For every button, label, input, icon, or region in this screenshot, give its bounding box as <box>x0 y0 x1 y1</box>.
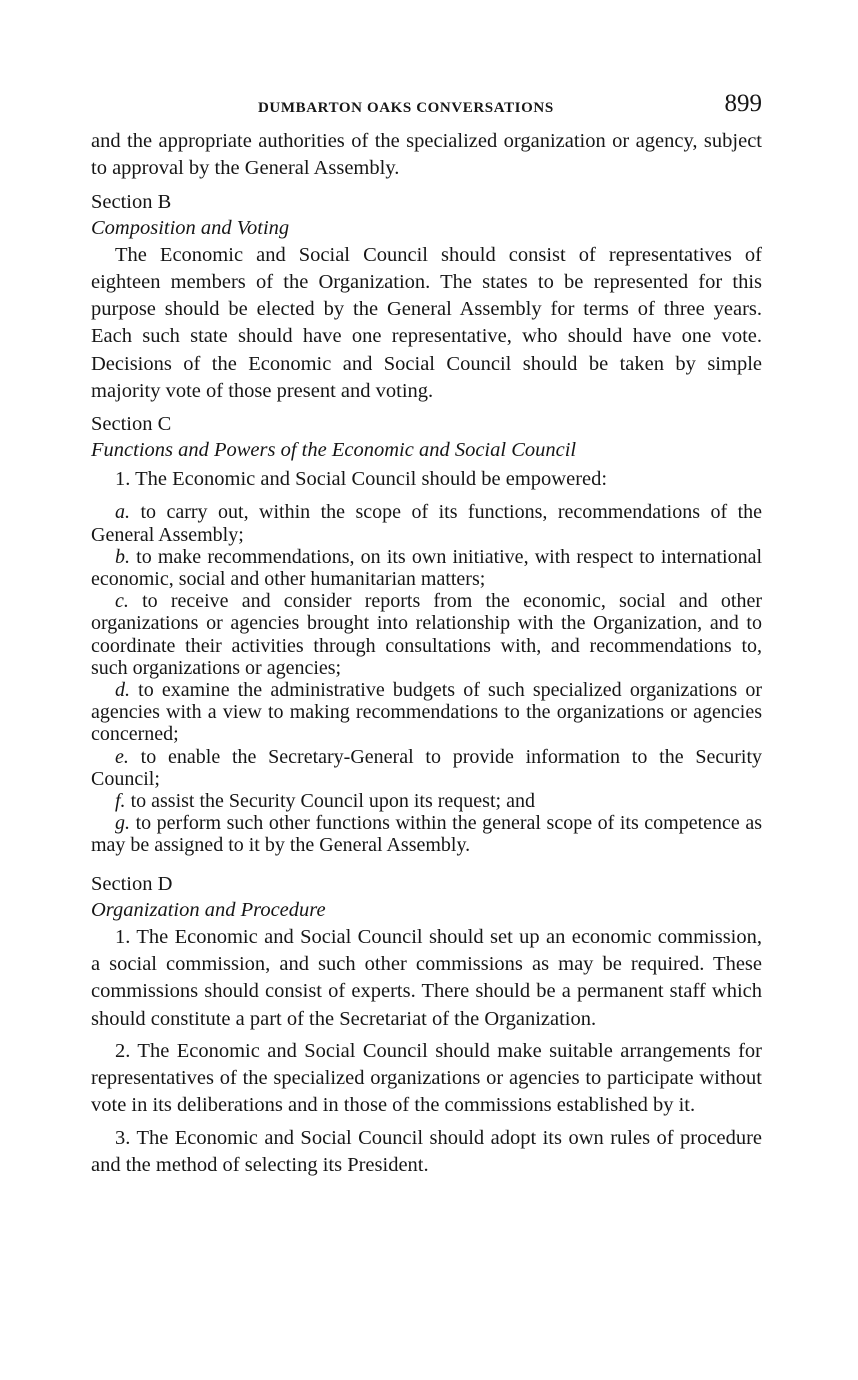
item-text: to perform such other functions within the general scope of its competence as may be assigned to it by the General Assembly. <box>91 812 763 857</box>
section-c-title: Functions and Powers of the Economic and Social Council <box>91 439 577 462</box>
section-d-heading: Section D <box>91 872 173 895</box>
section-c-intro: 1. The Economic and Social Council should be empowered: <box>115 468 608 491</box>
list-item <box>91 679 762 746</box>
item-text: to make recommendations, on its own initiative, with respect to international economic, social and other humanitarian matters; <box>91 545 763 590</box>
section-d-paragraph-1: 1. The Economic and Social Council should set up an economic commission, a social commission, and such other commissions as may be required. These commissions should consist of experts. There should be a permanent staff which should constitute a part of the Secretariat of the Organization. <box>91 925 762 1030</box>
section-d-paragraph-2: 2. The Economic and Social Council should make suitable arrangements for representatives of the specialized organizations or agencies to participate without vote in its deliberations and in those of the commissions established by it. <box>91 1039 762 1117</box>
section-c <box>91 411 762 856</box>
continuation-paragraph: and the appropriate authorities of the specialized organization or agency, subject to approval by the General Assembly. <box>91 130 762 180</box>
item-letter: b. <box>115 545 130 568</box>
list-item <box>91 790 762 812</box>
item-letter: f. <box>115 790 126 813</box>
item-text: to enable the Secretary-General to provide information to the Security Council; <box>91 745 762 790</box>
list-item <box>91 501 762 545</box>
section-b-heading: Section B <box>91 190 172 213</box>
item-letter: d. <box>115 679 130 701</box>
item-text: to receive and consider reports from the economic, social and other organizations or agencies brought into relationship with the Organization, and to coordinate their activities through consultations with, and recommendations to, such organizations or agencies; <box>91 590 763 679</box>
item-letter: e. <box>115 745 129 768</box>
section-b-title: Composition and Voting <box>91 216 290 239</box>
item-text: to assist the Security Council upon its request; and <box>130 790 535 813</box>
list-item <box>91 546 762 590</box>
item-letter: a. <box>115 501 130 524</box>
document-page <box>91 88 762 1179</box>
section-d-title: Organization and Procedure <box>91 898 326 921</box>
list-item <box>91 812 762 856</box>
section-d <box>91 871 762 1180</box>
list-item <box>91 590 762 679</box>
page-number: 899 <box>724 90 762 117</box>
section-c-heading: Section C <box>91 413 172 436</box>
section-b <box>91 189 762 406</box>
item-text: to carry out, within the scope of its functions, recommendations of the General Assembly; <box>91 501 763 546</box>
section-d-paragraph-3: 3. The Economic and Social Council should adopt its own rules of procedure and the method of selecting its President. <box>91 1126 762 1176</box>
list-item <box>91 746 762 790</box>
page-header <box>91 88 762 128</box>
running-head: DUMBARTON OAKS CONVERSATIONS <box>258 100 554 116</box>
item-letter: g. <box>115 812 130 835</box>
item-letter: c. <box>115 590 129 613</box>
section-b-paragraph: The Economic and Social Council should consist of representatives of eighteen members of the Organization. The states to be represented for this purpose should be elected by the General Assembly for terms of three years. Each such state should have one representative, who should have one vote. Decisions of the Economic and Social Council should be taken by simple majority vote of those present and voting. <box>91 243 762 403</box>
power-list <box>91 501 762 856</box>
item-text: to examine the administrative budgets of such specialized organizations or agencies with a view to making recommendations to the organizations or agencies concerned; <box>91 679 763 746</box>
